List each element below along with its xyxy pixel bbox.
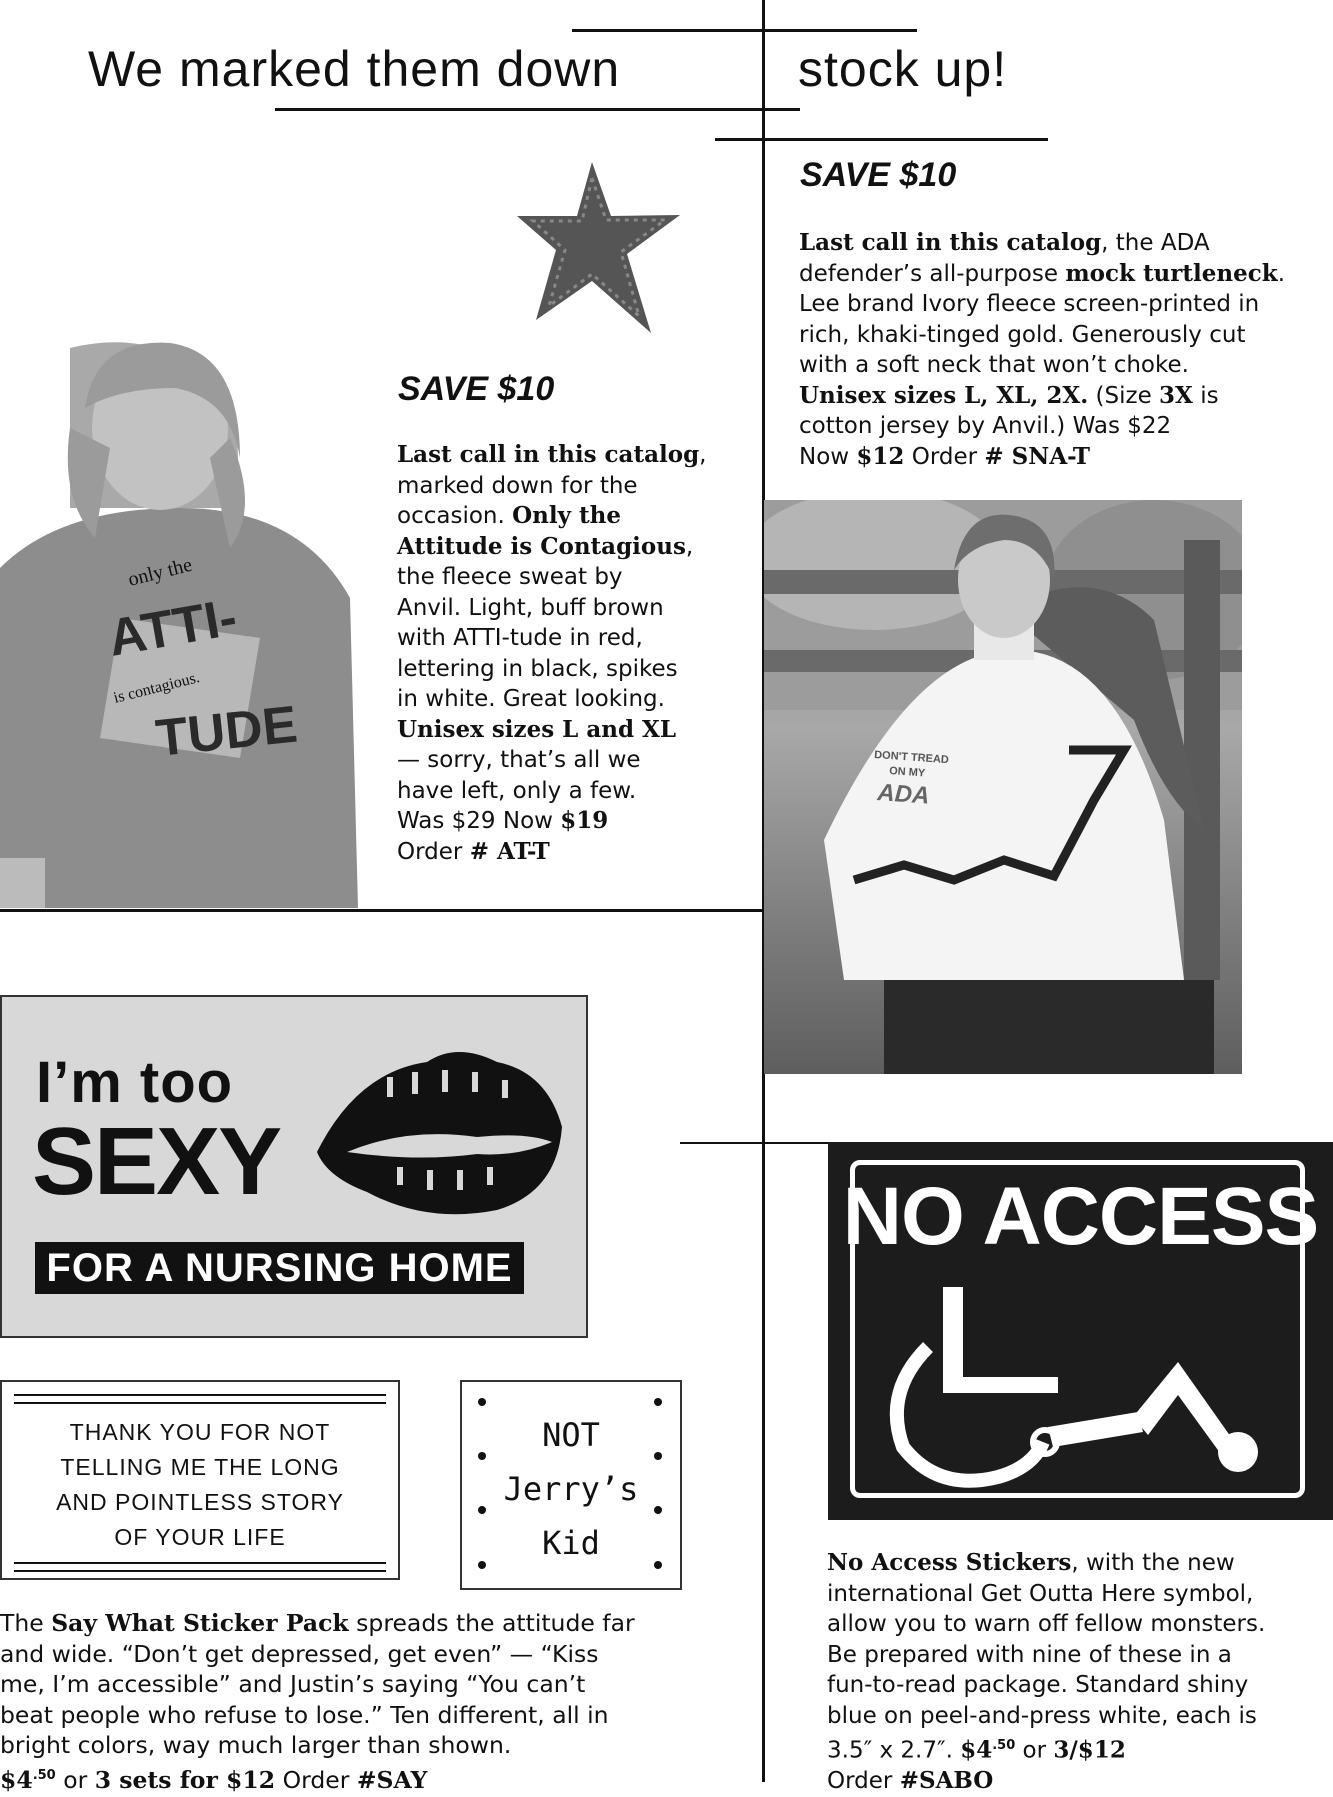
- attitude-photo: [0, 338, 358, 908]
- no-access-description: [827, 1548, 1327, 1797]
- sticker-bottom-rule: [14, 1562, 386, 1572]
- desc-line: defender’s all-purpose mock turtleneck.: [799, 259, 1286, 287]
- turtleneck-photo: [764, 500, 1242, 1074]
- desc-line: with ATTI-tude in red,: [397, 625, 643, 651]
- headline-rule-top: [572, 29, 917, 32]
- desc-line: fun-to-read package. Standard shiny: [827, 1672, 1249, 1698]
- wheelchair-icon: [883, 1277, 1303, 1497]
- desc-line: international Get Outta Here symbol,: [827, 1580, 1254, 1607]
- no-access-title: NO ACCESS: [842, 1171, 1319, 1262]
- lips-icon: [307, 1032, 567, 1222]
- no-access-sticker: [828, 1142, 1333, 1520]
- thank-you-text: [2, 1415, 398, 1555]
- turtleneck-description: [799, 228, 1319, 472]
- sticker-line: OF YOUR LIFE: [114, 1524, 286, 1550]
- jerry-text: [462, 1408, 680, 1570]
- desc-line: marked down for the: [397, 472, 638, 499]
- desc-line: Order #SABO: [827, 1767, 994, 1795]
- desc-line: Was $29 Now $19: [397, 807, 609, 834]
- desc-line: lettering in black, spikes: [397, 655, 678, 682]
- sticker-line: NOT: [542, 1416, 600, 1454]
- desc-line: Order # AT-T: [397, 837, 550, 865]
- desc-line: blue on peel-and-press white, each is: [827, 1702, 1257, 1729]
- desc-line: cotton jersey by Anvil.) Was $22: [799, 413, 1172, 439]
- sticker-line: Kid: [542, 1524, 600, 1562]
- sticker-line: THANK YOU FOR NOT: [69, 1419, 331, 1445]
- desc-line: bright colors, way much larger than shown.: [0, 1731, 512, 1759]
- headline-left: We marked them down: [88, 41, 621, 97]
- shirt-print-line: ATTI-: [104, 588, 242, 668]
- desc-line: $\$4^{.50}$ or 3 sets for $12 Order #SAY: [0, 1765, 428, 1794]
- desc-line: Lee brand Ivory fleece screen-printed in: [799, 291, 1260, 317]
- desc-line: with a soft neck that won’t choke.: [799, 352, 1189, 378]
- desc-line: rich, khaki-tinged gold. Generously cut: [799, 321, 1246, 348]
- desc-line: No Access Stickers, with the new: [827, 1549, 1235, 1576]
- shirt-print-line: TUDE: [153, 695, 301, 768]
- desc-line: Last call in this catalog, the ADA: [799, 229, 1210, 256]
- jerry-sticker: [460, 1380, 682, 1590]
- desc-line: Be prepared with nine of these in a: [827, 1641, 1232, 1668]
- headline-rule-low: [715, 138, 1048, 141]
- desc-line: — sorry, that’s all we: [397, 747, 641, 773]
- desc-line: Attitude is Contagious,: [397, 532, 694, 560]
- desc-line: Unisex sizes L, XL, 2X. (Size 3X is: [799, 381, 1219, 409]
- sticker-line: Jerry’s: [503, 1470, 639, 1508]
- desc-line: The Say What Sticker Pack spreads the attitude far: [0, 1609, 635, 1637]
- sexy-line-3: FOR A NURSING HOME: [35, 1242, 524, 1294]
- attitude-description: [397, 440, 727, 867]
- sticker-top-rule: [14, 1394, 386, 1404]
- desc-line: 3.5″ x 2.7″. $\$4^{.50}$ or 3/$12: [827, 1736, 1126, 1764]
- headline-right: stock up!: [798, 41, 1008, 97]
- sticker-line: AND POINTLESS STORY: [56, 1489, 344, 1515]
- attitude-save-label: SAVE $10: [398, 370, 555, 408]
- desc-line: the fleece sweat by: [397, 564, 623, 590]
- say-what-description: [0, 1608, 700, 1795]
- desc-line: Now $12 Order # SNA-T: [799, 442, 1091, 470]
- desc-line: Unisex sizes L and XL: [397, 715, 677, 743]
- desc-line: Anvil. Light, buff brown: [397, 594, 664, 621]
- shirt-print-line: only the: [125, 553, 195, 591]
- sexy-line-1: I’m too: [36, 1050, 234, 1115]
- desc-line: beat people who refuse to lose.” Ten different, all in: [0, 1700, 609, 1729]
- turtleneck-save-label: SAVE $10: [800, 156, 957, 194]
- desc-line: me, I’m accessible” and Justin’s saying “You can’t: [0, 1670, 586, 1698]
- sexy-sticker: [0, 995, 588, 1338]
- shirt-print-line: ON MY: [888, 765, 926, 780]
- desc-line: allow you to warn off fellow monsters.: [827, 1611, 1266, 1637]
- sticker-line: TELLING ME THE LONG: [60, 1454, 340, 1480]
- desc-line: Last call in this catalog,: [397, 441, 707, 468]
- headline-rule-mid: [275, 108, 800, 111]
- thank-you-sticker: [0, 1380, 400, 1580]
- sexy-line-2: SEXY: [32, 1108, 281, 1215]
- star-icon: [515, 158, 685, 338]
- section-divider-left: [0, 909, 765, 912]
- desc-line: occasion. Only the: [397, 502, 621, 529]
- desc-line: have left, only a few.: [397, 777, 637, 804]
- shirt-print-line: ADA: [876, 779, 931, 810]
- shirt-print-line: is contagious.: [111, 669, 202, 707]
- desc-line: in white. Great looking.: [397, 686, 665, 712]
- desc-line: and wide. “Don’t get depressed, get even” — “Kiss: [0, 1639, 599, 1668]
- shirt-print-line: DON'T TREAD: [873, 749, 950, 767]
